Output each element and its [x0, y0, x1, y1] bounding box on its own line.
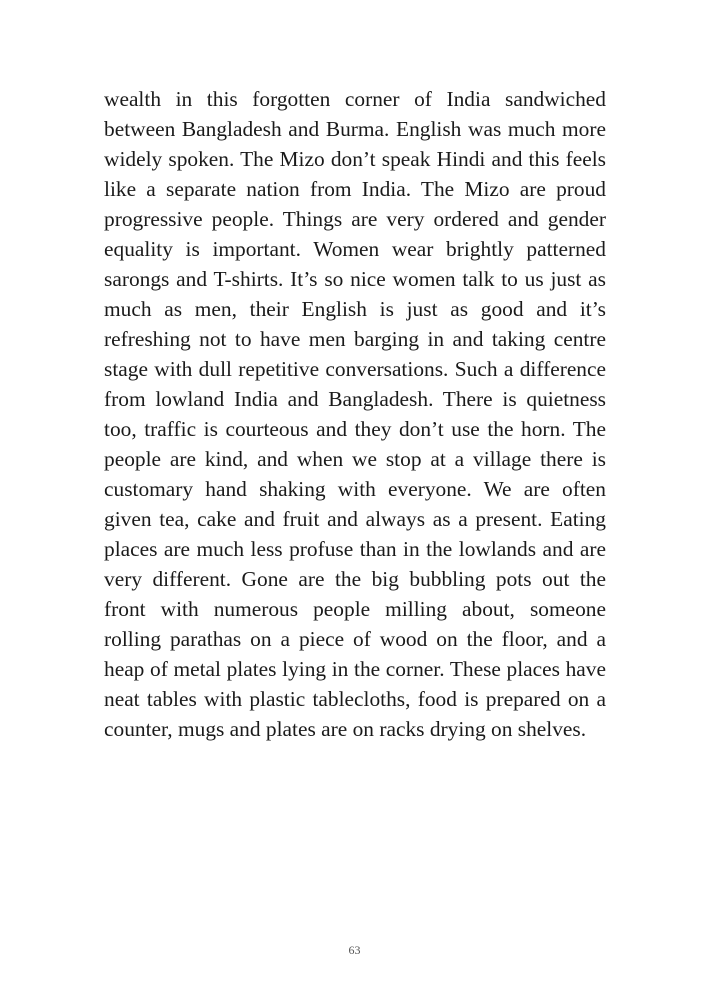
body-paragraph: wealth in this forgotten corner of India sandwiched between Bangladesh and Burma. English was much more widely spoken. The Mizo don’t speak Hindi and this feels like a separate nation from India. The Mizo are proud progressive people. Things are very ordered and gender equality is important. Women wear brightly patterned sarongs and T-shirts. It’s so nice women talk to us just as much as men, their English is just as good and it’s refreshing not to have men barging in and taking centre stage with dull repetitive conversations. Such a difference from lowland India and Bangladesh. There is quietness too, traffic is courteous and they don’t use the horn. The people are kind, and when we stop at a village there is customary hand shaking with everyone. We are often given tea, cake and fruit and always as a present. Eating places are much less profuse than in the lowlands and are very different. Gone are the big bubbling pots out the front with numerous people milling about, someone rolling parathas on a piece of wood on the floor, and a heap of metal plates lying in the corner. These places have neat tables with plastic tablecloths, food is prepared on a counter, mugs and plates are on racks drying on shelves. [104, 87, 606, 741]
page-number: 63 [348, 943, 361, 957]
